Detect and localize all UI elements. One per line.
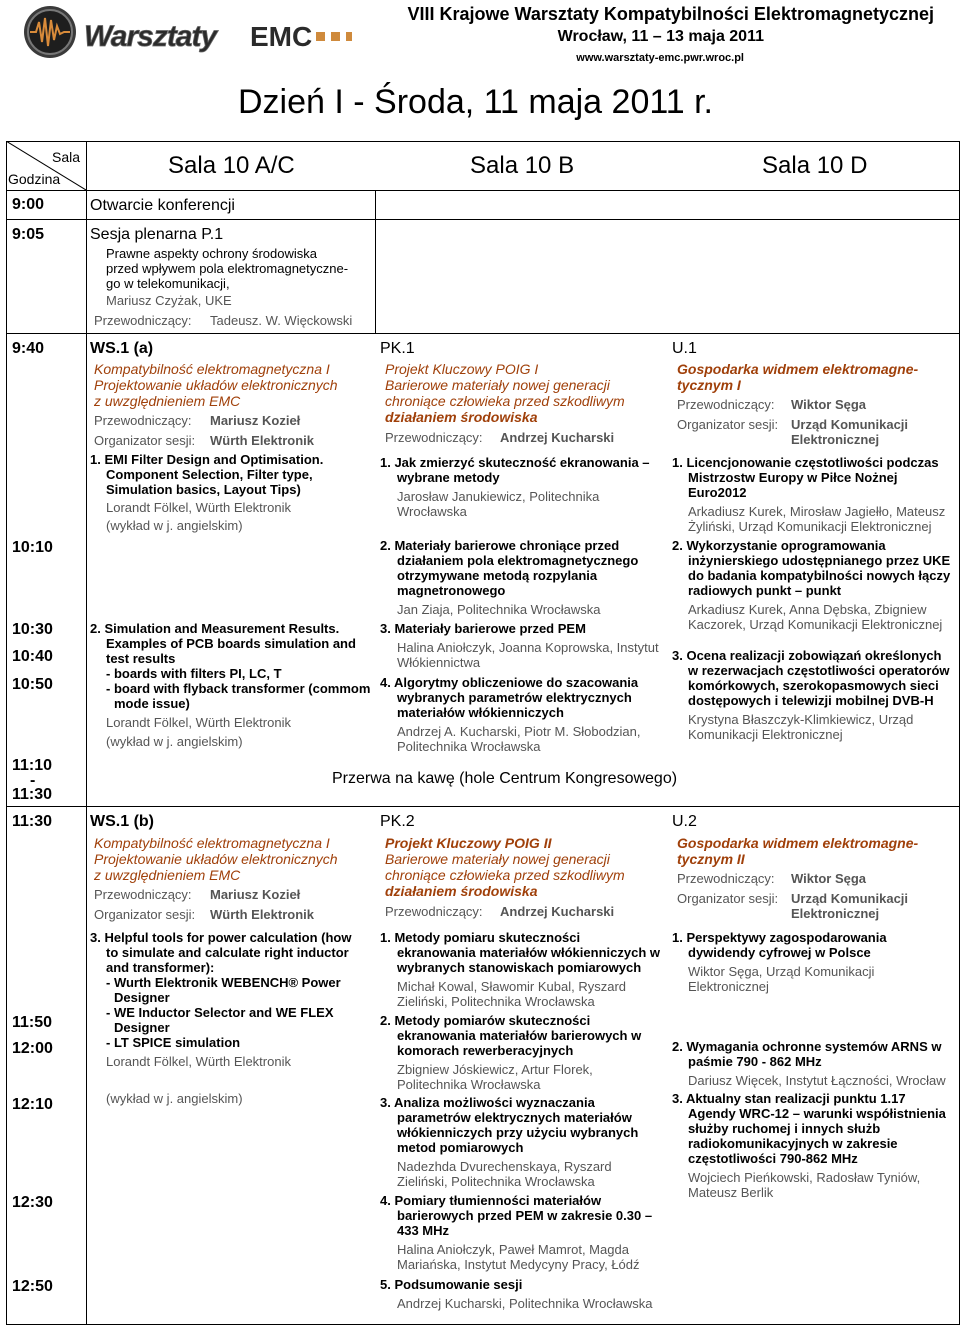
session-title-line: Projekt Kluczowy POIG I — [385, 361, 539, 377]
paper-title: test results — [106, 651, 176, 666]
paper-title: dywidendy cyfrowej w Polsce — [688, 945, 871, 960]
paper-title: 2. Materiały barierowe chroniące przed — [380, 538, 620, 553]
svg-text:EMC: EMC — [250, 21, 313, 52]
organizer-name — [791, 417, 908, 447]
session-chair — [677, 871, 866, 886]
paper-item — [380, 1013, 670, 1092]
paper-author: Dariusz Więcek, Instytut Łączności, Wrocław — [688, 1073, 946, 1088]
organizer-label: Organizator sesji: — [677, 891, 779, 906]
paper-title: Mistrzostw Europy w Piłce Nożnej — [688, 470, 898, 485]
grid-line — [86, 141, 87, 1324]
paper-title: w rezerwacjach częstotliwości operatorów — [688, 663, 950, 678]
paper-item — [672, 930, 958, 994]
plenary-title: go w telekomunikacji, — [106, 276, 230, 291]
grid-line — [6, 141, 7, 1324]
chair-label: Przewodniczący: — [94, 887, 192, 902]
paper-title: 4. Algorytmy obliczeniowe do szacowania — [380, 675, 639, 690]
time-label: 11:30 — [12, 786, 53, 803]
paper-author: Wojciech Pieńkowski, Radosław Tyniów, — [688, 1170, 921, 1185]
paper-title: inżynierskiego udostępnianego przez UKE — [688, 553, 951, 568]
paper-item — [672, 648, 958, 742]
session-chair — [385, 904, 614, 919]
session-title-line: Kompatybilność elektromagnetyczna I — [94, 835, 330, 851]
time-label: - — [30, 772, 36, 789]
paper-title: - boards with filters PI, LC, T — [106, 666, 282, 681]
session-title-line: Projektowanie układów elektronicznych — [94, 377, 338, 393]
paper-author: Jan Ziaja, Politechnika Wrocławska — [397, 602, 601, 617]
paper-title: 3. Ocena realizacji zobowiązań określonych — [672, 648, 942, 663]
session-code: WS.1 (a) — [90, 340, 154, 357]
svg-text:Warsztaty: Warsztaty — [84, 20, 217, 53]
grid-line — [6, 190, 960, 191]
session-title — [385, 361, 670, 425]
session-title-line: Kompatybilność elektromagnetyczna I — [94, 361, 330, 377]
paper-title: Designer — [114, 990, 170, 1005]
paper-title: działaniem pola elektromagnetycznego — [397, 553, 639, 568]
session-chair — [94, 887, 300, 902]
paper-item — [380, 1193, 670, 1272]
paper-author: Lorandt Fölkel, Würth Elektronik — [106, 1054, 291, 1069]
paper-title: Examples of PCB boards simulation and — [106, 636, 356, 651]
paper-title: to simulate and calculate right inductor — [106, 945, 349, 960]
paper-author: Lorandt Fölkel, Würth Elektronik — [106, 500, 291, 515]
paper-author: Włókiennictwa — [397, 655, 481, 670]
organizer-label: Organizator sesji: — [94, 907, 196, 922]
plenary-block — [106, 246, 374, 308]
plenary-author: Mariusz Czyżak, UKE — [106, 293, 232, 308]
organizer-name — [791, 891, 908, 921]
paper-title: radiokomunikacyjnych w zakresie — [688, 1136, 898, 1151]
chair-label: Przewodniczący: — [385, 904, 483, 919]
paper-title: 4. Pomiary tłumienności materiałów — [380, 1193, 602, 1208]
event-place: Wrocław, 11 – 13 maja 2011 — [557, 28, 764, 45]
time-label: 10:10 — [12, 539, 53, 556]
paper-title: komórkowych, szerokopasmowych sieci — [688, 678, 939, 693]
paper-title: wybranych stanowiskach pomiarowych — [397, 960, 642, 975]
session-code: U.1 — [672, 340, 697, 357]
coffee-break: Przerwa na kawę (hole Centrum Kongresowego) — [332, 770, 678, 787]
chair-name: Tadeusz. W. Więckowski — [210, 313, 353, 328]
grid-line — [375, 190, 376, 333]
paper-item — [380, 930, 670, 1009]
logo-emblem — [22, 4, 352, 60]
paper-author: Wrocławska — [397, 504, 467, 519]
time-label: 10:30 — [12, 621, 53, 638]
paper-author: Halina Aniołczyk, Paweł Mamrot, Magda — [397, 1242, 629, 1257]
paper-title: wybranych parametrów elektrycznych — [397, 690, 632, 705]
paper-title: 2. Wykorzystanie oprogramowania — [672, 538, 886, 553]
paper-title: magnetronowego — [397, 583, 506, 598]
organizer-name: Würth Elektronik — [210, 907, 315, 922]
session-organizer — [94, 433, 314, 448]
plenary-title: przed wpływem pola elektromagnetyczne- — [106, 261, 349, 276]
paper-title: mode issue) — [114, 696, 190, 711]
time-label: 9:00 — [12, 196, 45, 213]
session-title-line: chroniące człowieka przed szkodliwym — [385, 867, 625, 883]
time-label: 11:30 — [12, 813, 53, 830]
paper-item — [380, 1095, 670, 1189]
paper-author: Lorandt Fölkel, Würth Elektronik — [106, 715, 291, 730]
session-title-line: tycznym I — [677, 377, 741, 393]
session-chair — [94, 413, 300, 428]
paper-title: radiowych punkt – punkt — [688, 583, 842, 598]
paper-title: do badania kompatybilności nowych łączy — [688, 568, 951, 583]
paper-title: 433 MHz — [397, 1223, 450, 1238]
paper-title: - LT SPICE simulation — [106, 1035, 241, 1050]
session-code: WS.1 (b) — [90, 813, 154, 830]
paper-item — [90, 930, 374, 1106]
session-title-line: chroniące człowieka przed szkodliwym — [385, 393, 625, 409]
plenary-title: Prawne aspekty ochrony środowiska — [106, 246, 317, 261]
session-title-line: Projekt Kluczowy POIG II — [385, 835, 552, 851]
paper-author: Elektronicznej — [688, 979, 769, 994]
paper-author: Krystyna Błaszczyk-Klimkiewicz, Urząd — [688, 712, 914, 727]
session-title-line: z uwzględnieniem EMC — [94, 393, 241, 409]
time-label: 12:30 — [12, 1194, 53, 1211]
chair-name: Andrzej Kucharski — [500, 430, 615, 445]
chair-name: Wiktor Sęga — [791, 397, 867, 412]
session-title — [677, 835, 957, 867]
grid-top-line — [6, 141, 960, 142]
paper-title: 2. Wymagania ochronne systemów ARNS w — [672, 1039, 942, 1054]
paper-item — [90, 621, 374, 749]
room-header: Sala 10 B — [470, 152, 575, 179]
paper-title: ekranowania materiałów włókienniczych w — [397, 945, 660, 960]
time-label: 11:50 — [12, 1014, 53, 1031]
corner-room-label: Sala — [52, 149, 81, 165]
session-title-line: Gospodarka widmem elektromagne- — [677, 361, 919, 377]
paper-title: dostępowych i telewizji mobilnej DVB-H — [688, 693, 934, 708]
paper-title: parametrów elektrycznych materiałów — [397, 1110, 632, 1125]
organizer-line: Elektronicznej — [791, 906, 880, 921]
paper-item — [380, 538, 670, 617]
paper-author: Jarosław Janukiewicz, Politechnika — [397, 489, 600, 504]
session-code: U.2 — [672, 813, 697, 830]
session-organizer — [677, 417, 908, 447]
paper-item — [380, 1277, 670, 1311]
paper-title: Simulation basics, Layout Tips) — [106, 482, 301, 497]
paper-title: Agendy WRC-12 – warunki współistnienia — [688, 1106, 946, 1121]
session-code: PK.2 — [380, 813, 415, 830]
grid-line — [6, 219, 960, 220]
session-organizer — [677, 891, 908, 921]
paper-author: Zbigniew Jóskiewicz, Artur Florek, — [397, 1062, 593, 1077]
chair-label: Przewodniczący: — [94, 313, 192, 328]
paper-item — [380, 675, 670, 754]
paper-title: ekranowania materiałów barierowych w — [397, 1028, 642, 1043]
paper-author: Zieliński, Politechnika Wrocławska — [397, 1174, 595, 1189]
paper-title: 2. Simulation and Measurement Results. — [90, 621, 340, 636]
paper-author: Andrzej A. Kucharski, Piotr M. Słobodzian, — [397, 724, 641, 739]
chair-name: Andrzej Kucharski — [500, 904, 615, 919]
session-code: PK.1 — [380, 340, 415, 357]
session-title-line: działaniem środowiska — [385, 409, 538, 425]
time-label: 9:40 — [12, 340, 45, 357]
session-title — [94, 835, 374, 883]
plenary-code: Sesja plenarna P.1 — [90, 226, 224, 243]
session-title-line: z uwzględnieniem EMC — [94, 867, 241, 883]
organizer-label: Organizator sesji: — [677, 417, 779, 432]
event-url[interactable]: www.warsztaty-emc.pwr.wroc.pl — [576, 52, 744, 64]
time-label: 12:50 — [12, 1278, 53, 1295]
opening-session: Otwarcie konferencji — [90, 197, 235, 214]
paper-author: Zieliński, Politechnika Wrocławska — [397, 994, 595, 1009]
time-label: 12:10 — [12, 1096, 53, 1113]
paper-author: Nadezhda Dvurechenskaya, Ryszard — [397, 1159, 612, 1174]
paper-note: (wykład w j. angielskim) — [106, 1091, 243, 1106]
session-title-line: Projektowanie układów elektronicznych — [94, 851, 338, 867]
paper-title: 3. Aktualny stan realizacji punktu 1.17 — [672, 1091, 906, 1106]
organizer-line: Elektronicznej — [791, 432, 880, 447]
session-chair — [385, 430, 614, 445]
paper-title: Component Selection, Filter type, — [106, 467, 313, 482]
organizer-line: Urząd Komunikacji — [791, 417, 909, 432]
paper-title: 5. Podsumowanie sesji — [380, 1277, 523, 1292]
paper-title: komorach rewerberacyjnych — [397, 1043, 574, 1058]
time-label: 12:00 — [12, 1040, 53, 1057]
paper-title: - board with flyback transformer (commom — [106, 681, 371, 696]
paper-note: (wykład w j. angielskim) — [106, 734, 243, 749]
paper-title: and transformer): — [106, 960, 215, 975]
time-label: 9:05 — [12, 226, 45, 243]
paper-title: Designer — [114, 1020, 170, 1035]
organizer-label: Organizator sesji: — [94, 433, 196, 448]
day-title: Dzień I - Środa, 11 maja 2011 r. — [238, 83, 713, 121]
paper-note: (wykład w j. angielskim) — [106, 518, 243, 533]
paper-title: wybrane metody — [397, 470, 500, 485]
paper-item — [672, 1039, 958, 1088]
paper-title: 3. Helpful tools for power calculation (how — [90, 930, 352, 945]
paper-author: Arkadiusz Kurek, Anna Dębska, Zbigniew — [688, 602, 927, 617]
paper-title: 3. Materiały barierowe przed PEM — [380, 621, 586, 636]
session-title-line: działaniem środowiska — [385, 883, 538, 899]
paper-author: Politechnika Wrocławska — [397, 739, 541, 754]
session-title — [677, 361, 957, 393]
paper-author: Andrzej Kucharski, Politechnika Wrocławska — [397, 1296, 653, 1311]
paper-item — [672, 538, 958, 632]
paper-title: 2. Metody pomiarów skuteczności — [380, 1013, 591, 1028]
paper-item — [672, 1091, 958, 1200]
organizer-line: Urząd Komunikacji — [791, 891, 909, 906]
paper-title: włókienniczych przy użyciu wybranych — [397, 1125, 639, 1140]
paper-title: - WE Inductor Selector and WE FLEX — [106, 1005, 334, 1020]
session-chair — [677, 397, 866, 412]
chair-name: Mariusz Kozieł — [210, 887, 301, 902]
grid-line — [6, 806, 960, 807]
chair-name: Wiktor Sęga — [791, 871, 867, 886]
paper-title: otrzymywane metodą rozpylania — [397, 568, 598, 583]
event-title: VIII Krajowe Warsztaty Kompatybilności Elektromagnetycznej — [407, 4, 934, 24]
time-label: 10:50 — [12, 676, 53, 693]
chair-label: Przewodniczący: — [94, 413, 192, 428]
paper-author: Politechnika Wrocławska — [397, 1077, 541, 1092]
logo — [22, 4, 352, 60]
paper-title: Euro2012 — [688, 485, 747, 500]
chair-label: Przewodniczący: — [385, 430, 483, 445]
chair-name: Mariusz Kozieł — [210, 413, 301, 428]
paper-item — [672, 455, 958, 534]
paper-title: 1. Jak zmierzyć skuteczność ekranowania – — [380, 455, 650, 470]
grid-line — [6, 333, 960, 334]
paper-title: paśmie 790 - 862 MHz — [688, 1054, 822, 1069]
chair-label: Przewodniczący: — [677, 871, 775, 886]
paper-author: Komunikacji Elektronicznej — [688, 727, 843, 742]
plenary-chair — [94, 313, 352, 328]
paper-title: 1. EMI Filter Design and Optimisation. — [90, 452, 324, 467]
session-title — [385, 835, 670, 899]
grid-bottom-line — [6, 1324, 960, 1325]
corner-hour-label: Godzina — [8, 171, 61, 187]
paper-author: Żyliński, Urząd Komunikacji Elektronicznej — [688, 519, 932, 534]
paper-author: Mateusz Berlik — [688, 1185, 774, 1200]
paper-author: Kaczorek, Urząd Komunikacji Elektronicznej — [688, 617, 943, 632]
paper-title: 1. Perspektywy zagospodarowania — [672, 930, 887, 945]
paper-author: Halina Aniołczyk, Joanna Koprowska, Instytut — [397, 640, 659, 655]
paper-title: 3. Analiza możliwości wyznaczania — [380, 1095, 595, 1110]
session-title-line: Barierowe materiały nowej generacji — [385, 377, 610, 393]
paper-item — [90, 452, 374, 533]
paper-title: częstotliwości 790-862 MHz — [688, 1151, 858, 1166]
organizer-name: Würth Elektronik — [210, 433, 315, 448]
room-header: Sala 10 D — [762, 152, 868, 179]
paper-title: służby ruchomej i innych służb — [688, 1121, 881, 1136]
paper-title: materiałów włókienniczych — [397, 705, 564, 720]
session-title-line: Barierowe materiały nowej generacji — [385, 851, 610, 867]
session-title-line: tycznym II — [677, 851, 745, 867]
paper-author: Mariańska, Instytut Medycyny Pracy, Łódź — [397, 1257, 640, 1272]
paper-title: - Wurth Elektronik WEBENCH® Power — [106, 975, 341, 990]
session-title — [94, 361, 374, 409]
time-label: 10:40 — [12, 648, 53, 665]
paper-item — [380, 621, 670, 670]
paper-author: Wiktor Sęga, Urząd Komunikacji — [688, 964, 875, 979]
paper-title: 1. Metody pomiaru skuteczności — [380, 930, 581, 945]
paper-title: barierowych przed PEM w zakresie 0.30 – — [397, 1208, 653, 1223]
paper-author: Michał Kowal, Sławomir Kubal, Ryszard — [397, 979, 627, 994]
room-header: Sala 10 A/C — [168, 152, 295, 179]
paper-title: 1. Licencjonowanie częstotliwości podczas — [672, 455, 939, 470]
paper-title: metod pomiarowych — [397, 1140, 524, 1155]
paper-author: Arkadiusz Kurek, Mirosław Jagiełło, Mateusz — [688, 504, 946, 519]
session-organizer — [94, 907, 314, 922]
session-title-line: Gospodarka widmem elektromagne- — [677, 835, 919, 851]
paper-item — [380, 455, 670, 519]
chair-label: Przewodniczący: — [677, 397, 775, 412]
time-label: 11:10 — [12, 757, 53, 774]
